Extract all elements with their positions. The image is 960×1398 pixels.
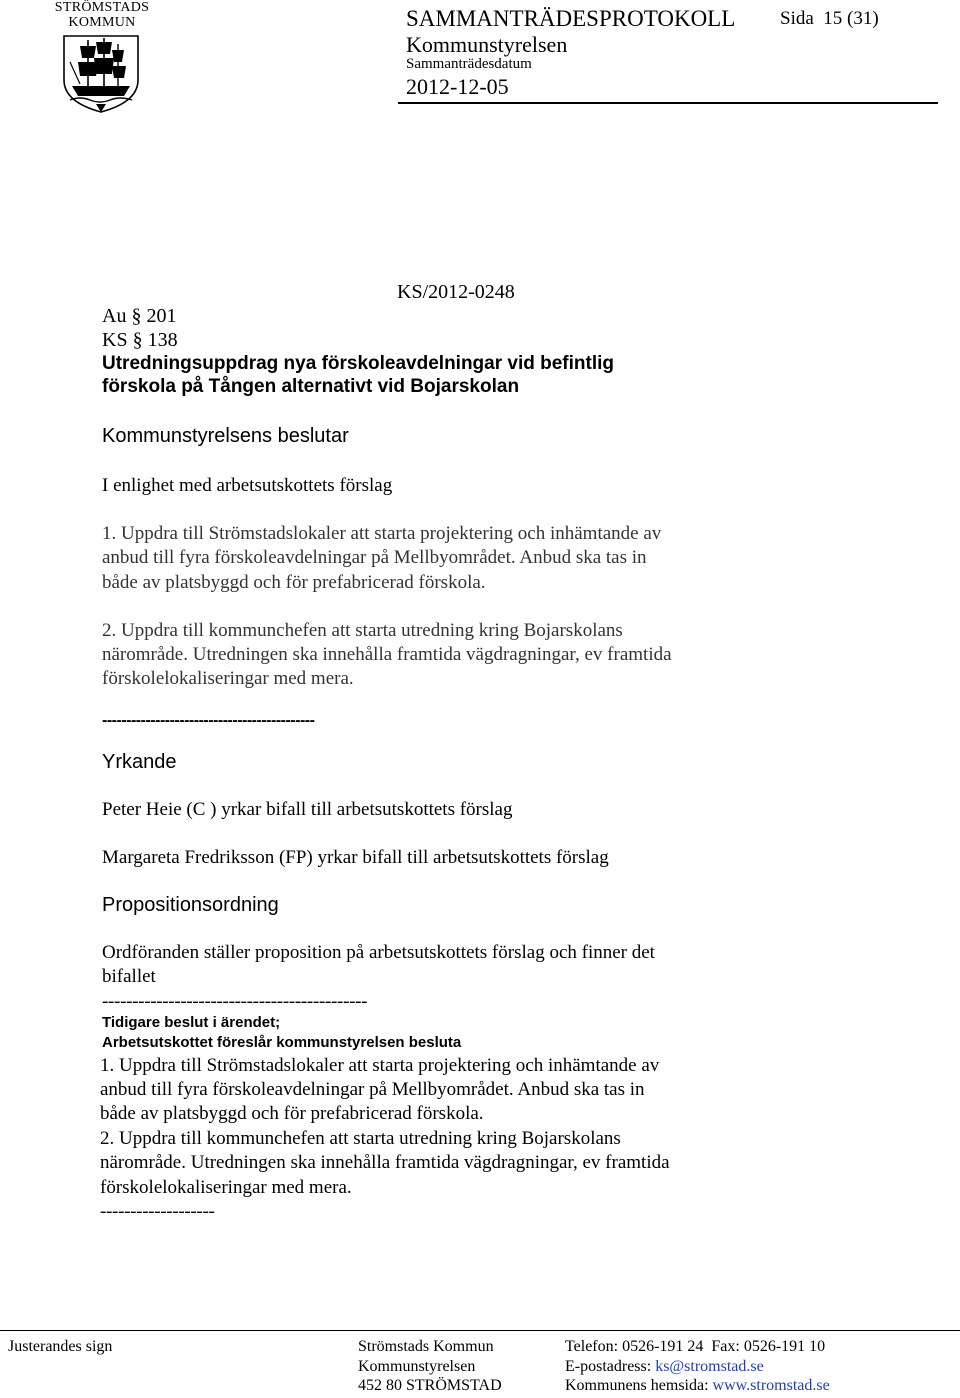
ks-reference: KS § 138 [102,329,178,351]
motion-1: Peter Heie (C ) yrkar bifall till arbetsutskottets förslag [102,799,513,820]
phone-fax: Telefon: 0526-191 24 Fax: 0526-191 10 [565,1338,826,1355]
logo-line-1: STRÖMSTADS [54,0,150,15]
previous-separator: ------------------- [100,1201,215,1222]
org-line-1: Strömstads Kommun [358,1338,494,1355]
sign-label: Justerandes sign [8,1338,113,1355]
board-name: Kommunstyrelsen [406,32,568,57]
meeting-date-label: Sammanträdesdatum [406,56,532,72]
ship-coat-of-arms-icon [60,32,142,114]
protocol-title: SAMMANTRÄDESPROTOKOLL [406,6,736,31]
email-label: E-postadress: [565,1358,656,1375]
case-number: KS/2012-0248 [397,281,515,303]
org-line-3: 452 80 STRÖMSTAD [358,1377,502,1394]
proposition-separator: -------------------------------------------- [102,991,368,1012]
email-line [565,1357,764,1377]
decision-item-2-line-3: förskolelokaliseringar med mera. [102,668,354,689]
page-indicator: Sida 15 (31) [780,8,879,29]
email-link[interactable]: ks@stromstad.se [655,1358,764,1375]
meeting-date: 2012-12-05 [406,74,509,99]
proposition-heading: Propositionsordning [102,894,279,916]
previous-item-2-line-1: 2. Uppdra till kommunchefen att starta utredning kring Bojarskolans [100,1128,621,1149]
case-title-line-1: Utredningsuppdrag nya förskoleavdelningar vid befintlig [102,353,615,374]
website-line [565,1376,830,1396]
website-link[interactable]: www.stromstad.se [712,1377,830,1394]
proposition-text-line-1: Ordföranden ställer proposition på arbetsutskottets förslag och finner det [102,942,655,963]
decision-item-1-line-1: 1. Uppdra till Strömstadslokaler att starta projektering och inhämtande av [102,523,662,544]
decision-item-2-line-2: närområde. Utredningen ska innehålla framtida vägdragningar, ev framtida [102,644,672,665]
logo-line-2: KOMMUN [68,15,136,30]
decision-item-2-line-1: 2. Uppdra till kommunchefen att starta utredning kring Bojarskolans [102,620,623,641]
motions-heading: Yrkande [102,751,177,773]
motion-2: Margareta Fredriksson (FP) yrkar bifall till arbetsutskottets förslag [102,847,609,868]
previous-item-1-line-2: anbud till fyra förskoleavdelningar på Mellbyområdet. Anbud ska tas in [100,1079,645,1100]
previous-item-1-line-3: både av platsbyggd och för prefabricerad förskola. [100,1103,484,1124]
org-line-2: Kommunstyrelsen [358,1358,476,1375]
decision-item-1-line-3: både av platsbyggd och för prefabricerad förskola. [102,572,486,593]
decision-separator: -------------------------------------------- [102,712,315,729]
previous-item-2-line-2: närområde. Utredningen ska innehålla framtida vägdragningar, ev framtida [100,1152,670,1173]
decision-item-1-line-2: anbud till fyra förskoleavdelningar på Mellbyområdet. Anbud ska tas in [102,547,647,568]
au-reference: Au § 201 [102,305,177,327]
footer-divider [0,1330,960,1331]
previous-decision-heading: Tidigare beslut i ärendet; [102,1014,281,1031]
previous-item-2-line-3: förskolelokaliseringar med mera. [100,1177,352,1198]
website-label: Kommunens hemsida: [565,1377,713,1394]
previous-item-1-line-1: 1. Uppdra till Strömstadslokaler att starta projektering och inhämtande av [100,1055,660,1076]
decision-heading: Kommunstyrelsens beslutar [102,425,349,447]
proposition-text-line-2: bifallet [102,966,156,987]
header-divider [398,102,938,104]
previous-decision-subheading: Arbetsutskottet föreslår kommunstyrelsen besluta [102,1034,462,1051]
case-title-line-2: förskola på Tången alternativt vid Bojarskolan [102,376,520,397]
decision-intro: I enlighet med arbetsutskottets förslag [102,475,393,496]
municipality-logo-text [52,0,152,30]
